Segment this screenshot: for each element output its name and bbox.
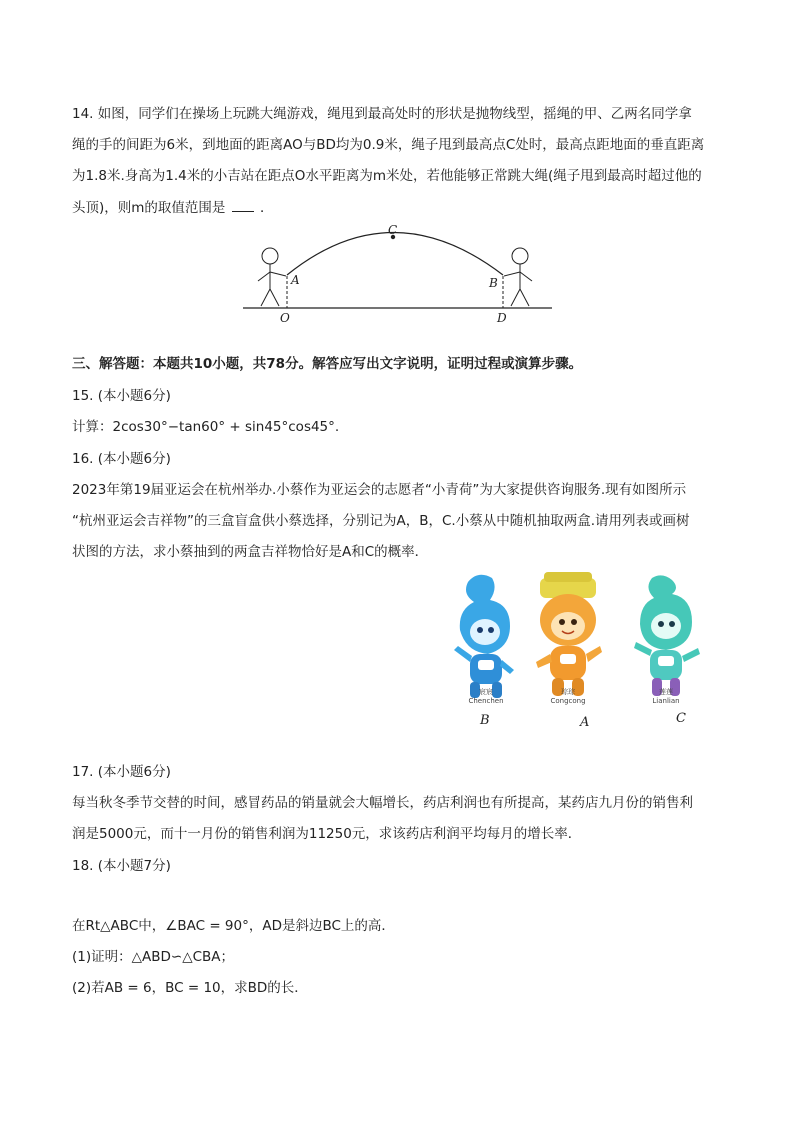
label-d: D — [497, 311, 507, 325]
section-3-heading: 三、解答题：本题共10小题，共78分。解答应写出文字说明，证明过程或演算步骤。 — [72, 356, 583, 372]
mascot-lianlian-image — [634, 575, 700, 696]
left-student-figure — [258, 248, 286, 306]
q14-line-1: 14. 如图，同学们在操场上玩跳大绳游戏，绳甩到最高处时的形状是抛物线型，摇绳的甲、乙两名同学拿 — [72, 106, 692, 122]
q17-header: 17. (本小题6分) — [72, 764, 171, 780]
mascots-illustration — [440, 570, 730, 735]
mascot-name-en: Chenchen — [468, 697, 504, 705]
mascot-caption-a — [548, 688, 588, 706]
q16-line-2: “杭州亚运会吉祥物”的三盒盲盒供小蔡选择，分别记为A，B，C.小蔡从中随机抽取两盒.请用列表或画树 — [72, 513, 690, 529]
q18-line-1: 在Rt△ABC中，∠BAC = 90°，AD是斜边BC上的高． — [72, 918, 395, 934]
q14-line-4-text: 头顶)，则m的取值范围是 — [72, 200, 226, 216]
mascot-name-cn: 琮琮 — [561, 688, 575, 696]
q16-line-1: 2023年第19届亚运会在杭州举办.小蔡作为亚运会的志愿者“小青荷”为大家提供咨询服务.现有如图所示 — [72, 482, 687, 498]
q14-line-4-end: ． — [260, 200, 274, 216]
mascot-name-en: Congcong — [550, 697, 586, 705]
q14-line-3: 为1.8米.身高为1.4米的小吉站在距点O水平距离为m米处，若他能够正常跳大绳(绳子甩到最高时超过他的 — [72, 168, 702, 184]
q18-part-1: (1)证明：△ABD∽△CBA； — [72, 949, 235, 965]
label-c: C — [388, 223, 398, 237]
q15-header: 15. (本小题6分) — [72, 388, 171, 404]
q14-line-4 — [72, 197, 274, 218]
q16-line-3: 状图的方法，求小蔡抽到的两盒吉祥物恰好是A和C的概率． — [72, 544, 429, 560]
right-student-figure — [504, 248, 532, 306]
mascot-caption-c — [646, 688, 686, 706]
mascot-name-cn: 宸宸 — [479, 688, 493, 696]
mascot-congcong-image — [536, 572, 602, 696]
mascot-caption-b — [466, 688, 506, 706]
mascot-chenchen-image — [454, 575, 514, 698]
q18-header: 18. (本小题7分) — [72, 858, 171, 874]
q15-body: 计算：2cos30°−tan60° + sin45°cos45°. — [72, 419, 340, 435]
q17-line-1: 每当秋冬季节交替的时间，感冒药品的销量就会大幅增长，药店利润也有所提高，某药店九月份的销售利 — [72, 795, 693, 811]
label-o: O — [280, 311, 290, 325]
mascot-letter-c: C — [676, 711, 686, 726]
mascot-name-en: Lianlian — [652, 697, 680, 705]
q17-line-2: 润是5000元，而十一月份的销售利润为11250元，求该药店利润平均每月的增长率． — [72, 826, 582, 842]
q14-line-2: 绳的手的间距为6米，到地面的距离AO与BD均为0.9米，绳子甩到最高点C处时，最高点距地面的垂直距离 — [72, 137, 705, 153]
label-b: B — [489, 276, 498, 290]
mascot-name-cn: 莲莲 — [659, 688, 673, 696]
q18-part-2: (2)若AB = 6，BC = 10，求BD的长． — [72, 980, 308, 996]
jump-rope-figure — [240, 222, 560, 326]
answer-blank — [232, 197, 254, 212]
mascot-letter-a: A — [580, 715, 590, 730]
mascot-letter-b: B — [480, 713, 490, 728]
q16-header: 16. (本小题6分) — [72, 451, 171, 467]
label-a: A — [291, 273, 300, 287]
rope-parabola — [287, 233, 503, 276]
